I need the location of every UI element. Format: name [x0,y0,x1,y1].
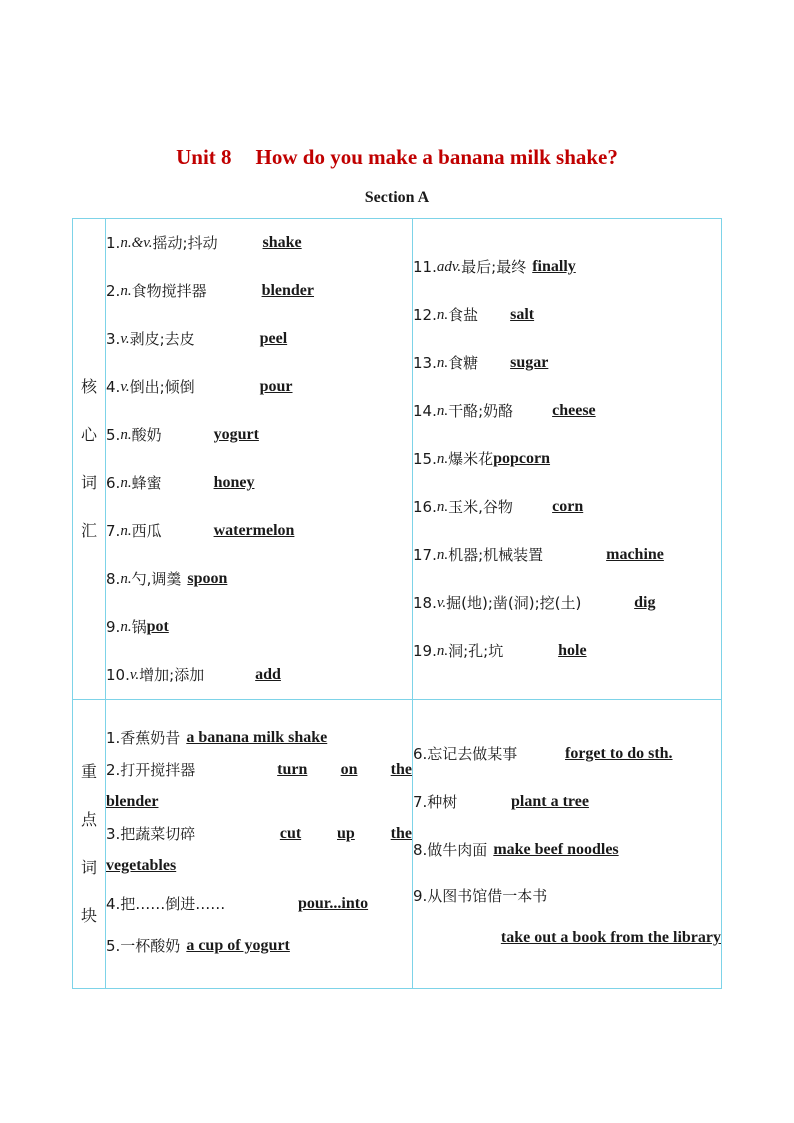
phrase-answer: take out a book from the library [500,929,721,946]
vocab-item: 7. n. 西瓜 watermelon [106,507,412,555]
vocab-answer: corn [552,498,584,515]
phrase-item: 8.做牛肉面 make beef noodles [413,826,721,874]
phrase-answer: pour...into [298,895,369,912]
vocab-answer: pot [146,618,169,635]
vocabulary-table [72,218,722,989]
phrase-answer: a cup of yogurt [186,937,290,954]
core-vocabulary-row [73,219,722,700]
vocab-item: 12. n. 食盐 salt [413,291,721,339]
vocab-item: 3. v. 剥皮;去皮 peel [106,315,412,363]
core-vocabulary-label: 核 心 词 汇 [73,219,106,700]
phrase-item: 7.种树 plant a tree [413,778,721,826]
key-phrases-label: 重 点 词 块 [73,700,106,989]
vocab-answer: cheese [552,402,596,419]
key-phrases-right-column [413,700,722,989]
phrase-item: 9.从图书馆借一本书 take out a book from the library [413,874,721,958]
key-phrases-left-column [106,700,413,989]
unit-question: How do you make a banana milk shake? [255,145,618,169]
vocab-answer: pour [259,378,293,395]
phrase-item: 4.把……倒进…… pour...into [106,886,412,922]
vocab-item: 19. n. 洞;孔;坑 hole [413,627,721,675]
vocab-item: 8. n. 勺,调羹 spoon [106,555,412,603]
vocab-item: 15. n. 爆米花 popcorn [413,435,721,483]
phrase-answer: forget to do sth. [565,745,673,762]
vocab-answer: yogurt [213,426,259,443]
vocab-answer: honey [213,474,255,491]
vocab-item: 10. v. 增加;添加 add [106,651,412,699]
phrase-answer: plant a tree [511,793,589,810]
vocab-answer: shake [262,234,302,251]
vocab-item: 5. n. 酸奶 yogurt [106,411,412,459]
core-vocabulary-left-column [106,219,413,700]
vocab-answer: popcorn [493,450,551,467]
vocab-answer: dig [634,594,656,611]
core-vocabulary-right-column [413,219,722,700]
vocab-item: 1. n.&v. 摇动;抖动 shake [106,219,412,267]
phrase-item: 2.打开搅拌器 turn on the blender [106,758,412,822]
vocab-answer: watermelon [213,522,295,539]
vocab-answer: blender [261,282,315,299]
vocab-item: 17. n. 机器;机械装置 machine [413,531,721,579]
vocab-item: 16. n. 玉米,谷物 corn [413,483,721,531]
phrase-answer: make beef noodles [493,841,619,858]
vocab-item: 18. v. 掘(地);凿(洞);挖(土) dig [413,579,721,627]
vocab-answer: finally [532,258,576,275]
vocab-item: 6. n. 蜂蜜 honey [106,459,412,507]
vocab-item: 13. n. 食糖 sugar [413,339,721,387]
vocab-item: 4. v. 倒出;倾倒 pour [106,363,412,411]
phrase-item: 1.香蕉奶昔 a banana milk shake [106,718,412,758]
vocab-item: 11. adv. 最后;最终 finally [413,243,721,291]
unit-title [0,145,794,170]
vocab-item: 14. n. 干酪;奶酪 cheese [413,387,721,435]
phrase-item: 5.一杯酸奶 a cup of yogurt [106,922,412,970]
vocab-answer: salt [510,306,535,323]
vocab-answer: sugar [510,354,549,371]
vocab-answer: add [255,666,281,683]
vocab-item: 9. n. 锅 pot [106,603,412,651]
vocab-answer: machine [606,546,664,563]
phrase-answer: vegetables [106,857,177,874]
unit-number: Unit 8 [176,145,232,169]
phrase-item: 3.把蔬菜切碎 cut up the vegetables [106,822,412,886]
key-phrases-row [73,700,722,989]
phrase-answer: blender [106,793,159,810]
vocab-answer: spoon [187,570,228,587]
vocab-answer: peel [259,330,288,347]
section-heading: Section A [364,189,430,206]
vocab-item: 2. n. 食物搅拌器 blender [106,267,412,315]
phrase-item: 6.忘记去做某事 forget to do sth. [413,730,721,778]
phrase-answer: a banana milk shake [186,729,328,746]
vocab-answer: hole [558,642,587,659]
